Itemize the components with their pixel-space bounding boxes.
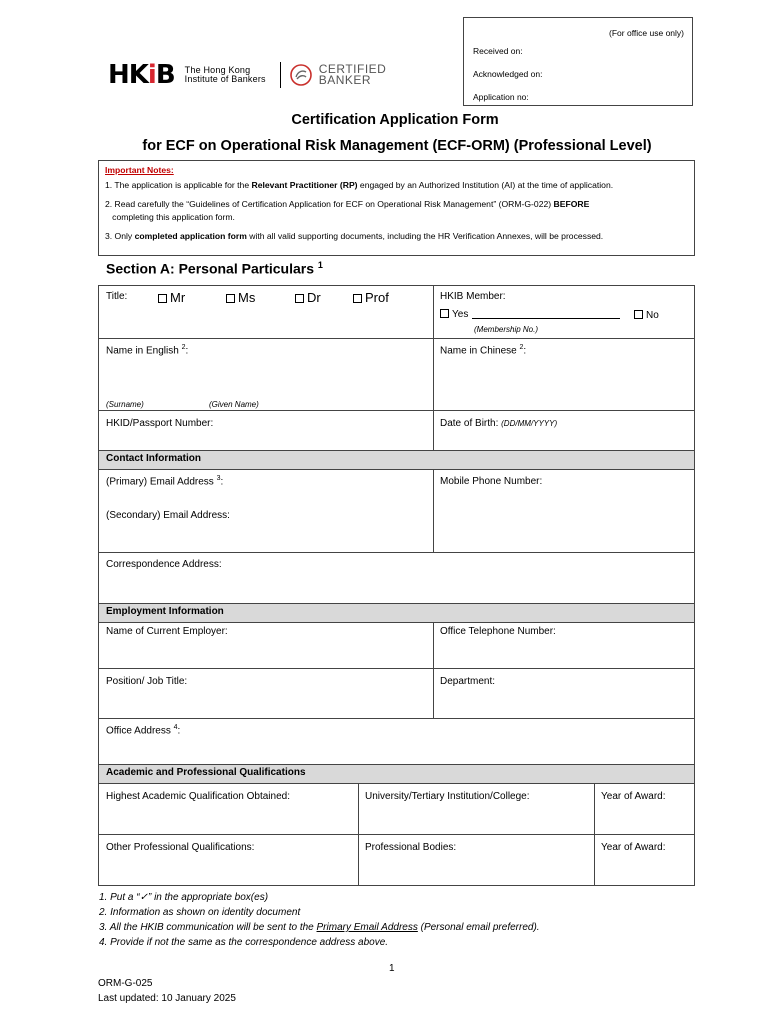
university-label: University/Tertiary Institution/College: bbox=[365, 791, 530, 802]
hkib-org-name: The Hong Kong Institute of Bankers bbox=[184, 65, 266, 84]
year-of-award-label-1: Year of Award: bbox=[601, 791, 666, 802]
surname-hint: (Surname) bbox=[106, 400, 144, 409]
hkid-label: HKID/Passport Number: bbox=[106, 418, 214, 429]
yes-checkbox[interactable] bbox=[440, 309, 449, 318]
other-qualifications-label: Other Professional Qualifications: bbox=[106, 842, 255, 853]
contact-information-table bbox=[98, 450, 695, 604]
membership-no-hint: (Membership No.) bbox=[474, 325, 539, 334]
footnote-3: 3. All the HKIB communication will be sent to the Primary Email Address (Personal email preferred). bbox=[99, 922, 540, 933]
year-of-award-label-2: Year of Award: bbox=[601, 842, 666, 853]
title-mr-option[interactable]: Mr bbox=[151, 286, 192, 309]
name-english-label: Name in English $^2$: bbox=[106, 344, 189, 357]
logo-divider bbox=[280, 62, 281, 88]
title-prof-option[interactable]: Prof bbox=[346, 286, 396, 309]
title-dr-option[interactable]: Dr bbox=[288, 286, 328, 309]
mr-checkbox[interactable] bbox=[158, 294, 167, 303]
personal-particulars-table bbox=[98, 285, 695, 451]
hkib-member-label: HKIB Member: bbox=[440, 291, 506, 302]
footnote-1: 1. Put a “✓” in the appropriate box(es) bbox=[99, 892, 269, 903]
given-name-hint: (Given Name) bbox=[209, 400, 259, 409]
footnote-4: 4. Provide if not the same as the correspondence address above. bbox=[99, 937, 389, 948]
note-3: 3. Only completed application form with all valid supporting documents, including the HR Verification Annexes, will be processed. bbox=[105, 231, 604, 241]
acknowledged-on-label: Acknowledged on: bbox=[473, 69, 543, 79]
member-yes-option[interactable]: Yes bbox=[433, 305, 627, 324]
document-code: ORM-G-025 Last updated: 10 January 2025 bbox=[98, 978, 236, 1004]
highest-qualification-label: Highest Academic Qualification Obtained: bbox=[106, 791, 290, 802]
notes-heading: Important Notes: bbox=[105, 165, 174, 175]
no-checkbox[interactable] bbox=[634, 310, 643, 319]
ms-checkbox[interactable] bbox=[226, 294, 235, 303]
certified-banker-emblem-icon bbox=[289, 63, 313, 87]
hkib-wordmark: HKiB bbox=[108, 60, 175, 90]
title-ms-option[interactable]: Ms bbox=[219, 286, 262, 309]
dob-label: Date of Birth: (DD/MM/YYYY) bbox=[440, 418, 558, 429]
dr-checkbox[interactable] bbox=[295, 294, 304, 303]
office-use-box bbox=[463, 17, 693, 106]
department-label: Department: bbox=[440, 676, 496, 687]
certified-banker-text: CERTIFIED BANKER bbox=[318, 62, 387, 87]
correspondence-address-label: Correspondence Address: bbox=[106, 559, 222, 570]
mobile-label: Mobile Phone Number: bbox=[440, 476, 543, 487]
academic-qualifications-table bbox=[98, 764, 695, 886]
footnote-2: 2. Information as shown on identity document bbox=[99, 907, 301, 918]
received-on-label: Received on: bbox=[473, 46, 523, 56]
application-no-label: Application no: bbox=[473, 92, 529, 102]
office-tel-label: Office Telephone Number: bbox=[440, 626, 556, 637]
form-title: Certification Application Form bbox=[291, 112, 499, 128]
primary-email-label: (Primary) Email Address $^3$: bbox=[106, 475, 224, 488]
member-no-option[interactable]: No bbox=[627, 306, 666, 325]
employer-label: Name of Current Employer: bbox=[106, 626, 228, 637]
page-number: 1 bbox=[389, 963, 395, 974]
office-use-label: (For office use only) bbox=[609, 28, 684, 38]
note-1: 1. The application is applicable for the Relevant Practitioner (RP) engaged by an Authorized Institution (AI) at the time of application. bbox=[105, 180, 614, 190]
hkib-logo bbox=[108, 57, 386, 93]
secondary-email-label: (Secondary) Email Address: bbox=[106, 510, 230, 521]
professional-bodies-label: Professional Bodies: bbox=[365, 842, 457, 853]
note-2: 2. Read carefully the “Guidelines of Certification Application for ECF on Operational Risk Management” (ORM-G-022) BEFORE completing this application form. bbox=[105, 199, 590, 222]
section-a-title: Section A: Personal Particulars $^1$ bbox=[106, 260, 323, 277]
footnotes bbox=[99, 890, 540, 950]
title-field: Title: bbox=[106, 291, 128, 302]
contact-heading: Contact Information bbox=[99, 451, 694, 469]
employment-information-table bbox=[98, 603, 695, 765]
academic-heading: Academic and Professional Qualifications bbox=[99, 765, 694, 783]
membership-no-input[interactable] bbox=[472, 309, 620, 319]
important-notes bbox=[98, 160, 695, 256]
name-chinese-label: Name in Chinese $^2$: bbox=[440, 344, 527, 357]
office-address-label: Office Address $^4$: bbox=[106, 724, 181, 737]
prof-checkbox[interactable] bbox=[353, 294, 362, 303]
employment-heading: Employment Information bbox=[99, 604, 694, 622]
position-label: Position/ Job Title: bbox=[106, 676, 188, 687]
form-subtitle: for ECF on Operational Risk Management (ECF-ORM) (Professional Level) bbox=[142, 138, 652, 154]
